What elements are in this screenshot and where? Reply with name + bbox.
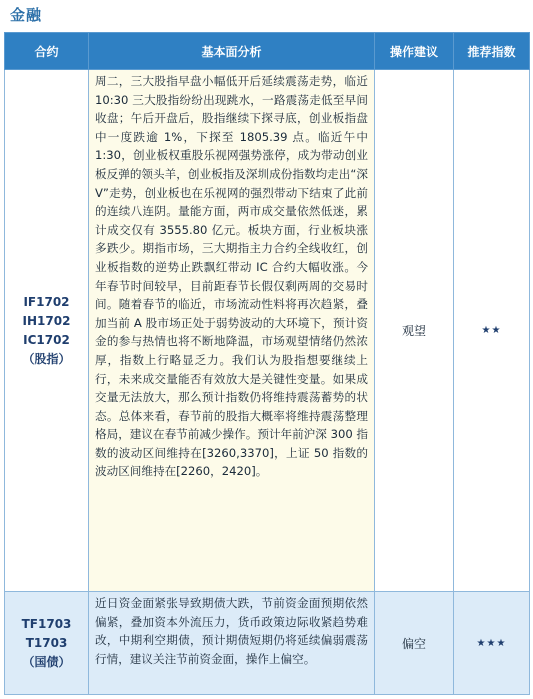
header-rating: 推荐指数	[454, 33, 530, 70]
table-row-treasury-bond	[5, 592, 530, 695]
contract-cell	[5, 592, 89, 695]
header-analysis: 基本面分析	[89, 33, 375, 70]
contract-category: （股指）	[22, 351, 71, 366]
contract-code: IC1702	[23, 332, 70, 347]
contract-code: IF1702	[23, 294, 70, 309]
suggestion-text: 偏空	[375, 592, 454, 695]
suggestion-text: 观望	[375, 70, 454, 592]
section-title: 金融	[10, 6, 43, 24]
analysis-text: 近日资金面紧张导致期债大跌，节前资金面预期依然偏紧，叠加资本外流压力，货币政策边际收紧趋势难改，中期利空期债，预计期债短期仍将延续偏弱震荡行情，建议关注节前资金面，操作上偏空。	[89, 592, 375, 695]
rating-stars: ★★★	[454, 592, 530, 695]
table-row-stock-index	[5, 70, 530, 592]
rating-stars: ★★	[454, 70, 530, 592]
contract-code: T1703	[25, 635, 68, 650]
contract-cell	[5, 70, 89, 592]
contract-code: TF1703	[21, 616, 72, 631]
contract-code: IH1702	[22, 313, 71, 328]
header-suggestion: 操作建议	[375, 33, 454, 70]
table-header-row	[5, 33, 530, 70]
analysis-text: 周二，三大股指早盘小幅低开后延续震荡走势，临近 10:30 三大股指纷纷出现跳水，一路震荡走低至早间收盘；午后开盘后，股指继续下探寻底，创业板指盘中一度跌逾 1%，下探至 1805.39 点。临近午中 1:30，创业板权重股乐视网强势涨停，成为带动创业板反弹的领头羊，创业板指及深圳成份指数均走出“深 V”走势，创业板也在乐视网的强烈带动下结束了此前的连续八连阴。量能方面，两市成交量依然低迷，累计成交仅有 3555.80 亿元。板块方面，行业板块涨多跌少。期指市场，三大期指主力合约全线收红，创业板指数的逆势止跌飘红带动 IC 合约大幅收涨。今年春节时间较早，目前距春节长假仅剩两周的交易时间。随着春节的临近，市场流动性料将再次趋紧，叠加当前 A 股市场正处于弱势波动的大环境下，预计资金的参与热情也将不断地降温，市场观望情绪仍然浓厚，指数上行略显乏力。我们认为股指想要继续上行，未来成交量能否有效放大是关键性变量。如果成交量无法放大，那么预计指数仍将维持震荡蓄势的状态。总体来看，春节前的股指大概率将维持震荡整理格局，建议在春节前减少操作。预计年前沪深 300 指数的波动区间维持在[3260,3370]，上证 50 指数的波动区间维持在[2260，2420]。	[89, 70, 375, 592]
header-contract: 合约	[5, 33, 89, 70]
futures-table	[4, 32, 530, 695]
contract-category: （国债）	[22, 654, 71, 669]
